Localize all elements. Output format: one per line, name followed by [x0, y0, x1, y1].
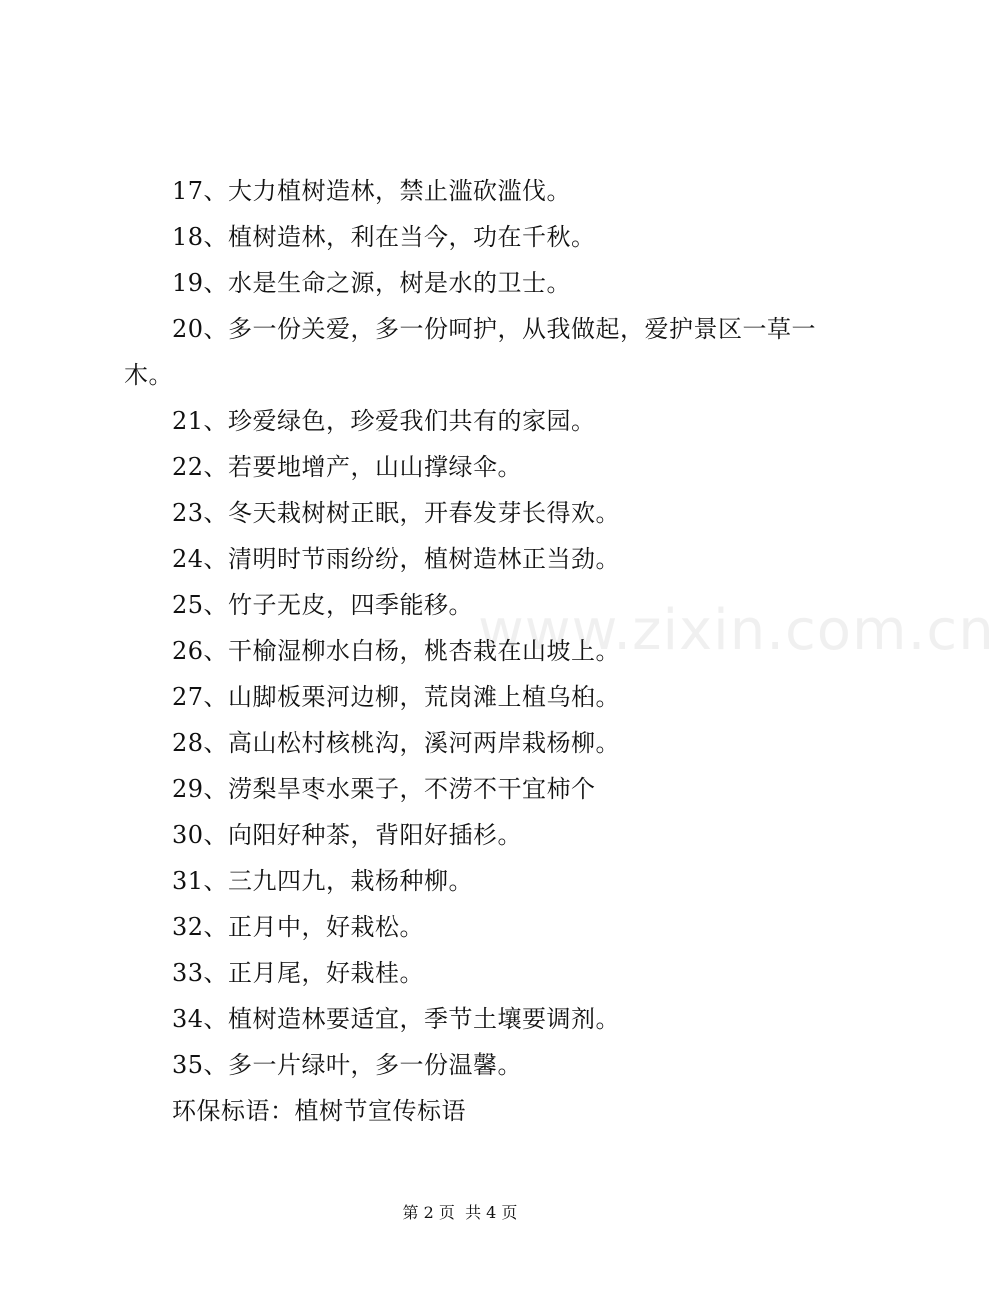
text-line: 24、清明时节雨纷纷，植树造林正当劲。 [172, 545, 621, 573]
text-line: 32、正月中，好栽松。 [172, 913, 425, 941]
text-line: 27、山脚板栗河边柳，荒岗滩上植乌桕。 [172, 683, 621, 711]
watermark: www.zixin.com.cn [478, 598, 995, 663]
text-line: 23、冬天栽树树正眠，开春发芽长得欢。 [172, 499, 621, 527]
text-line: 19、水是生命之源，树是水的卫士。 [172, 269, 572, 297]
text-line: 33、正月尾，好栽桂。 [172, 959, 425, 987]
page-footer: 第 2 页 共 4 页 [402, 1203, 518, 1222]
text-line: 31、三九四九，栽杨种柳。 [172, 867, 474, 895]
text-line: 20、多一份关爱，多一份呵护，从我做起，爱护景区一草一 [172, 315, 817, 343]
text-line: 18、植树造林，利在当今，功在千秋。 [172, 223, 596, 251]
text-line: 21、珍爱绿色，珍爱我们共有的家园。 [172, 407, 596, 435]
text-line: 木。 [124, 361, 173, 389]
text-line: 34、植树造林要适宜，季节土壤要调剂。 [172, 1005, 621, 1033]
text-line: 26、干榆湿柳水白杨，桃杏栽在山坡上。 [172, 637, 621, 665]
text-line: 22、若要地增产，山山撑绿伞。 [172, 453, 523, 481]
text-line: 30、向阳好种茶，背阳好插杉。 [172, 821, 523, 849]
text-line: 25、竹子无皮，四季能移。 [172, 591, 474, 619]
text-line: 环保标语：植树节宣传标语 [172, 1097, 466, 1125]
text-line: 35、多一片绿叶，多一份温馨。 [172, 1051, 523, 1079]
text-line: 28、高山松村核桃沟，溪河两岸栽杨柳。 [172, 729, 621, 757]
text-line: 29、涝梨旱枣水栗子，不涝不干宜柿个 [172, 775, 596, 803]
text-line: 17、大力植树造林，禁止滥砍滥伐。 [172, 177, 572, 205]
